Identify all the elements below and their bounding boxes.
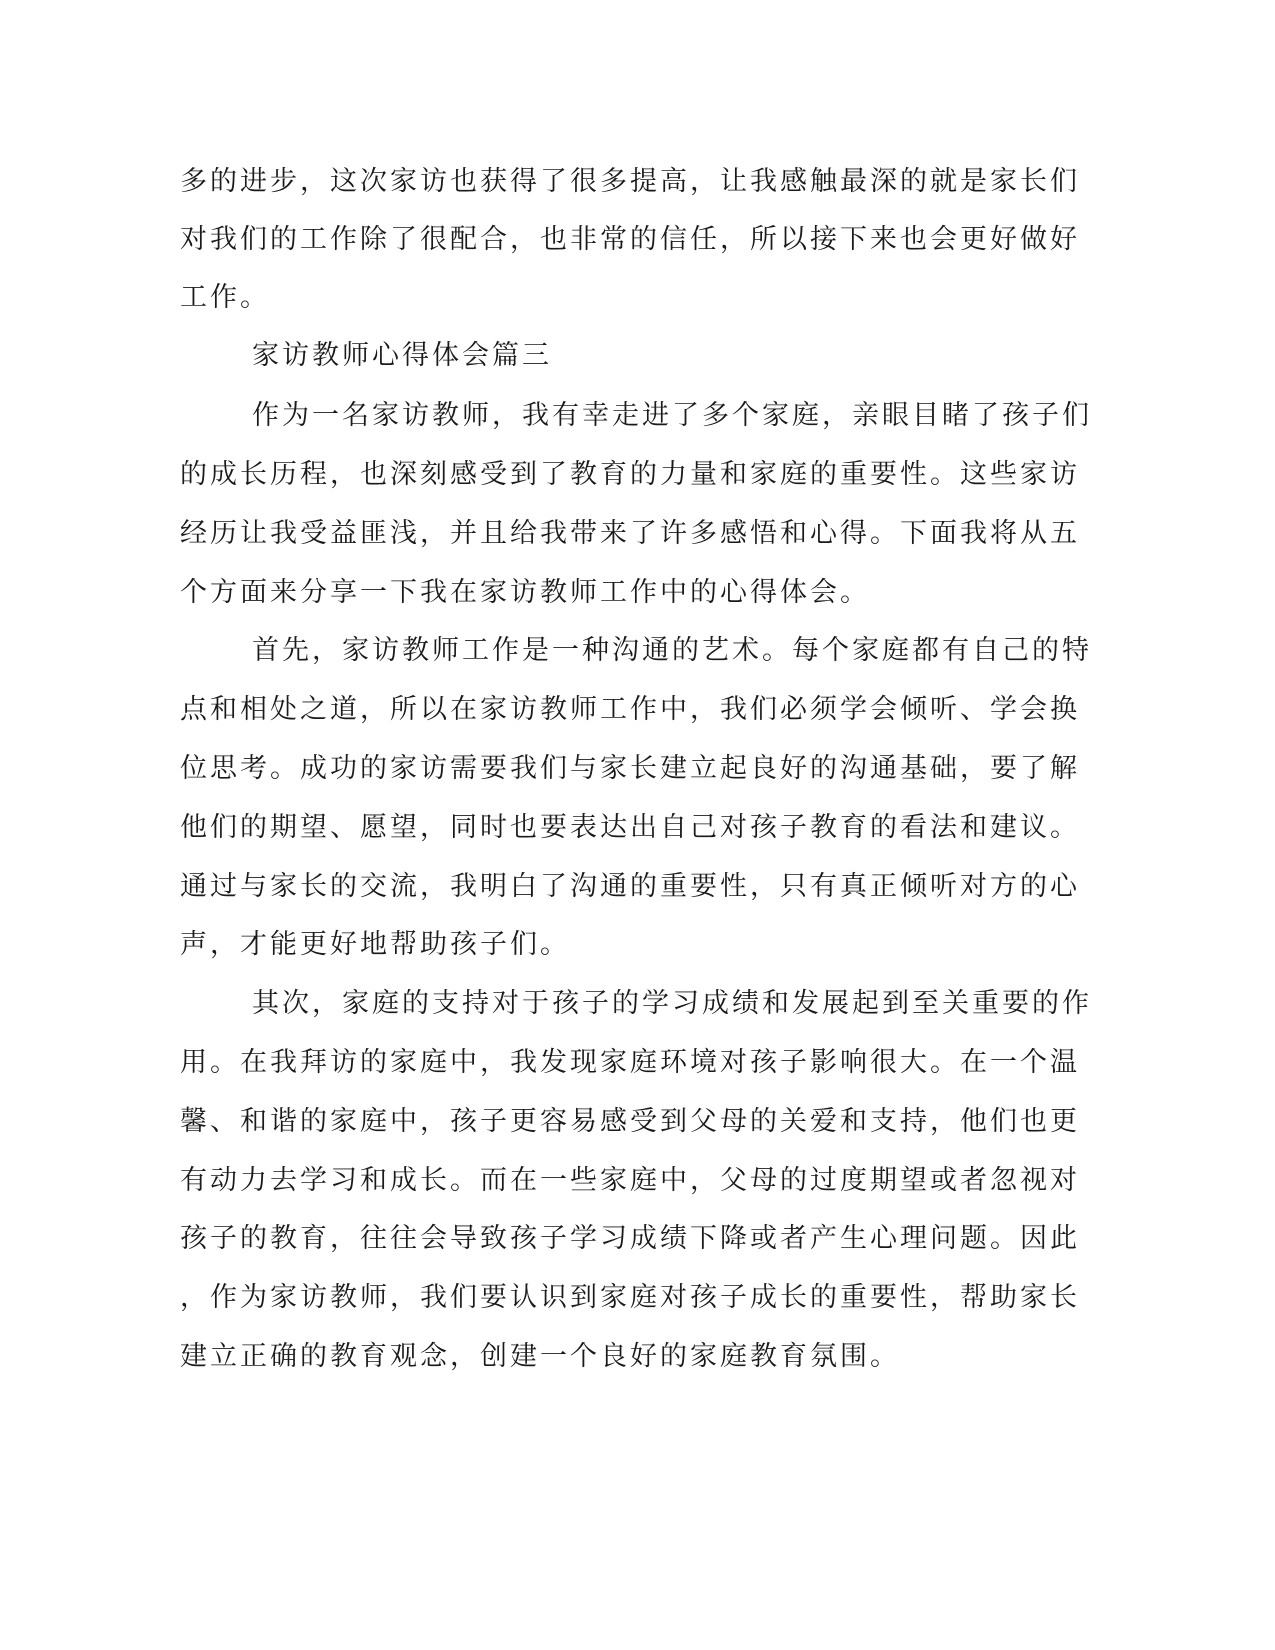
text-line: 作为一名家访教师，我有幸走进了多个家庭，亲眼目睹了孩子们 xyxy=(252,400,1092,431)
text-line: 用。在我拜访的家庭中，我发现家庭环境对孩子影响很大。在一个温 xyxy=(180,1047,1080,1078)
text-line: 的成长历程，也深刻感受到了教育的力量和家庭的重要性。这些家访 xyxy=(180,459,1080,490)
text-line: 工作。 xyxy=(180,282,270,313)
text-line: 多的进步，这次家访也获得了很多提高，让我感触最深的就是家长们 xyxy=(180,166,1080,197)
text-line: 声，才能更好地帮助孩子们。 xyxy=(180,929,570,960)
text-line: 他们的期望、愿望，同时也要表达出自己对孩子教育的看法和建议。 xyxy=(180,812,1080,843)
text-line: 经历让我受益匪浅，并且给我带来了许多感悟和心得。下面我将从五 xyxy=(180,518,1080,549)
text-line: 其次，家庭的支持对于孩子的学习成绩和发展起到至关重要的作 xyxy=(252,988,1092,1019)
text-line: ，作为家访教师，我们要认识到家庭对孩子成长的重要性，帮助家长 xyxy=(180,1282,1080,1313)
text-line: 个方面来分享一下我在家访教师工作中的心得体会。 xyxy=(180,577,870,608)
section-heading: 家访教师心得体会篇三 xyxy=(252,340,552,371)
text-line: 有动力去学习和成长。而在一些家庭中，父母的过度期望或者忽视对 xyxy=(180,1165,1080,1196)
text-line: 位思考。成功的家访需要我们与家长建立起良好的沟通基础，要了解 xyxy=(180,753,1080,784)
text-line: 通过与家长的交流，我明白了沟通的重要性，只有真正倾听对方的心 xyxy=(180,871,1080,902)
text-line: 首先，家访教师工作是一种沟通的艺术。每个家庭都有自己的特 xyxy=(252,635,1092,666)
text-line: 孩子的教育，往往会导致孩子学习成绩下降或者产生心理问题。因此 xyxy=(180,1223,1080,1254)
text-line: 点和相处之道，所以在家访教师工作中，我们必须学会倾听、学会换 xyxy=(180,694,1080,725)
text-line: 馨、和谐的家庭中，孩子更容易感受到父母的关爱和支持，他们也更 xyxy=(180,1106,1080,1137)
text-line: 对我们的工作除了很配合，也非常的信任，所以接下来也会更好做好 xyxy=(180,224,1080,255)
text-line: 建立正确的教育观念，创建一个良好的家庭教育氛围。 xyxy=(180,1341,900,1372)
